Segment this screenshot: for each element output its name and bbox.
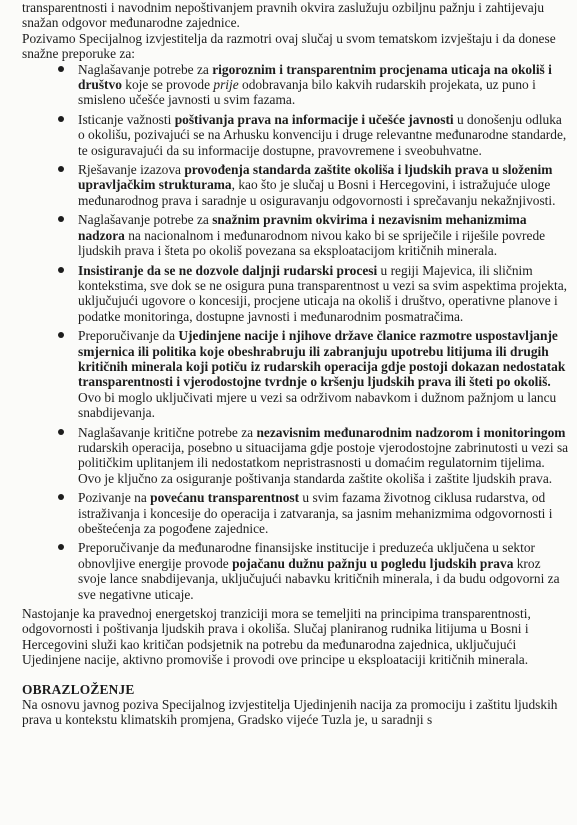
item-bold-text: poštivanja prava na informacije i učešće javnosti — [174, 111, 454, 127]
item-text: u donošenju odluka o okolišu, pozivajući se na Arhusku konvenciju i druge relevantne međunarodne standarde, te osiguravajući da su informacije dostupne, pravovremene i sveobuhvatne. — [78, 111, 567, 158]
list-item — [58, 328, 571, 420]
list-item — [58, 112, 571, 158]
item-bold-text: rigoroznim i transparentnim procjenama uticaja na okoliš i društvo — [78, 61, 552, 93]
item-text: rudarskih operacija, posebno u situacijama gdje postoje vjerodostojne zabrinutosti u vezi sa političkim uplitanjem ili nedostatkom nepristrasnosti u domaćim regulatornim tijelima. Ovo je ključno za osiguranje poštivanja standarda zaštite okoliša i zaštite ljudskih prava. — [78, 439, 569, 486]
bullet-icon — [58, 494, 64, 500]
bullet-icon — [58, 116, 64, 122]
item-text: u regiji Majevica, ili sličnim kontekstima, sve dok se ne osigura puna transparentnost u vezi sa svim aspektima projekta, uključujući ugovore o koncesiji, procjene uticaja na okoliš i društvo, operativne planove i podatke monitoringa, dostupne javnosti i međunarodnim posmatračima. — [78, 262, 568, 324]
item-text: Rješavanje izazova — [78, 162, 185, 178]
bullet-icon — [58, 332, 64, 338]
bullet-icon — [58, 267, 64, 273]
closing-paragraph: Nastojanje ka pravednoj energetskoj tranziciji mora se temeljiti na principima transparentnosti, odgovornosti i poštivanja ljudskih prava i okoliša. Slučaj planiranog rudnika litijuma u Bosni i Hercegovini služi kao kritičan podsjetnik na potrebu da međunarodna zajednica, uključujući Ujedinjene nacije, aktivno promoviše i provodi ove principe u eksploataciji kritičnih minerala. — [22, 606, 531, 668]
bullet-icon — [58, 429, 64, 435]
item-bold-text: Ujedinjene nacije i njihove države članice razmotre uspostavljanje smjernica ili politika koje obeshrabruju ili zabranjuju upotrebu litijuma ili drugih kritičnih minerala koji potiču iz rudarskih operacija gdje postoji dokazan nedostatak transparentnosti i vjerodostojne tvrdnje o kršenju ljudskih prava ili šteti po okoliš. — [78, 328, 566, 390]
item-text: Naglašavanje potrebe za — [78, 212, 213, 228]
list-item — [58, 540, 571, 602]
item-text: kroz svoje lance snabdijevanja, uključujući nabavku kritičnih minerala, i da budu odgovorni za sve negativne uticaje. — [78, 555, 560, 602]
intro-paragraph-1: transparentnosti i navodnim nepoštivanjem pravnih okvira zaslužuju ozbiljnu pažnju i zahtijevaju snažan odgovor međunarodne zajednice. — [22, 0, 545, 31]
item-text: u svim fazama životnog ciklusa rudarstva, od istraživanja i koncesije do operacija i zatvaranja, sa jasnim mehanizmima odgovornosti i obeštećenja za pogođene zajednice. — [78, 490, 553, 536]
intro-paragraph-2: Pozivamo Specijalnog izvjestitelja da razmotri ovaj slučaj u svom tematskom izvještaju i da donese snažne preporuke za: — [22, 30, 556, 62]
bullet-icon — [58, 216, 64, 222]
item-bold-text: snažnim pravnim okvirima i nezavisnim mehanizmima nadzora — [78, 212, 527, 243]
item-text: odobravanja bilo kakvih rudarskih projekata, uz puno i smisleno učešće javnosti u svim fazama. — [78, 77, 536, 108]
item-text: koje se provode — [121, 77, 214, 93]
item-text: Preporučivanje da međunarodne finansijske institucije i preduzeća uključena u sektor obnovljive energije provode — [78, 540, 535, 571]
item-bold-text: pojačanu dužnu pažnju u pogledu ljudskih prava — [232, 555, 514, 571]
bullet-icon — [58, 166, 64, 172]
bullet-icon — [58, 66, 64, 72]
item-text: Ovo bi moglo uključivati mjere u vezi sa održivom nabavkom i dužnom pažnjom u lancu snabdijevanja. — [78, 389, 557, 421]
list-item — [58, 162, 571, 208]
list-item — [58, 62, 571, 108]
item-text: Isticanje važnosti — [78, 111, 175, 127]
item-text: Pozivanje na — [78, 490, 151, 506]
item-text: , kao što je slučaj u Bosni i Hercegovini, i istražujuće uloge međunarodnog prava i saradnje u osiguravanju odgovornosti i sprečavanju nekažnjivosti. — [78, 177, 556, 208]
list-item — [58, 490, 571, 536]
item-bold-text: Insistiranje da se ne dozvole daljnji rudarski procesi — [78, 262, 378, 278]
item-bold-text: provođenja standarda zaštite okoliša i ljudskih prava u složenim upravljačkim strukturama — [78, 162, 553, 193]
item-bold-text: povećanu transparentnost — [150, 490, 300, 506]
list-item — [58, 212, 571, 258]
section-heading: OBRAZLOŽENJE — [22, 681, 135, 697]
list-item — [58, 425, 571, 487]
list-item — [58, 263, 571, 325]
recommendations-list — [22, 62, 571, 602]
item-text: Naglašavanje kritične potrebe za — [78, 424, 257, 440]
item-bold-text: nezavisnim međunarodnim nadzorom i monitoringom — [256, 424, 566, 440]
item-italic-text: prije — [213, 77, 239, 93]
item-text: Naglašavanje potrebe za — [78, 61, 213, 77]
bullet-icon — [58, 544, 64, 550]
item-text: Preporučivanje da — [78, 328, 179, 344]
section-paragraph: Na osnovu javnog poziva Specijalnog izvjestitelja Ujedinjenih nacija za promociju i zaštitu ljudskih prava u kontekstu klimatskih promjena, Gradsko vijeće Tuzla je, u saradnji s — [22, 697, 558, 728]
item-text: na nacionalnom i međunarodnom nivou kako bi se spriječile i riješile povrede ljudskih prava i šteta po okoliš povezana sa eksploatacijom kritičnih minerala. — [78, 227, 546, 259]
